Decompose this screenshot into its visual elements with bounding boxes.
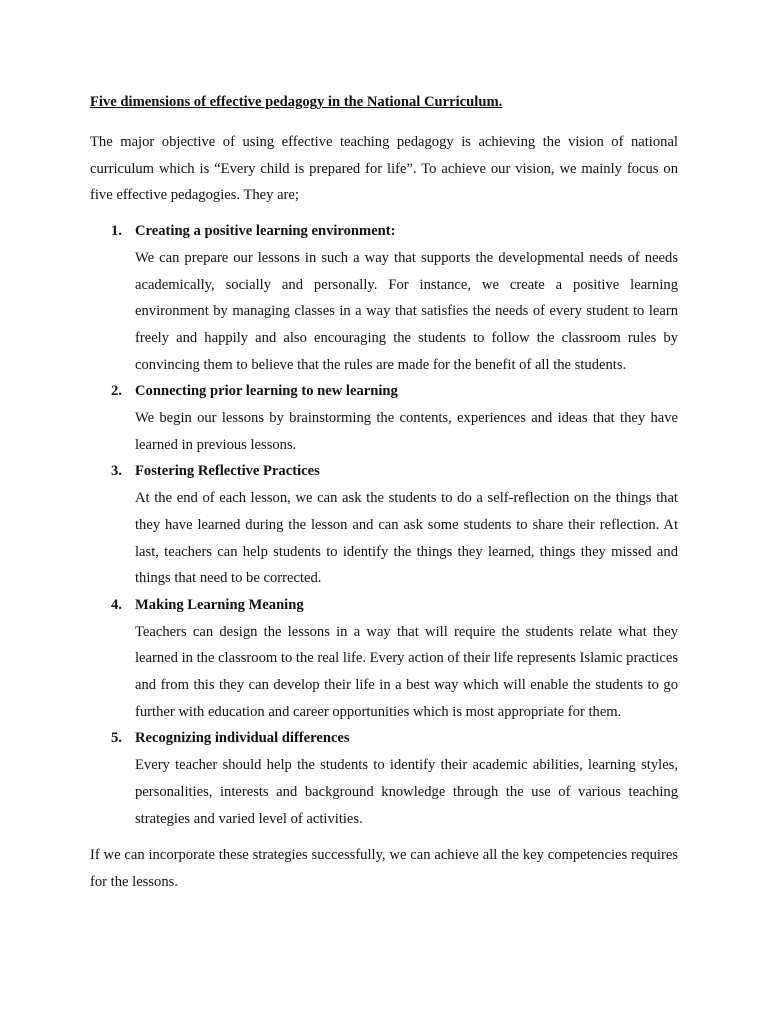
- list-item: [90, 218, 678, 378]
- list-item-number: 2.: [111, 383, 122, 400]
- list-item-title: Fostering Reflective Practices: [135, 463, 320, 480]
- intro-paragraph: The major objective of using effective teaching pedagogy is achieving the vision of national curriculum which is “Every child is prepared for life”. To achieve our vision, we mainly focus on five effective pedagogies. They are;: [90, 134, 678, 204]
- list-item-body: We begin our lessons by brainstorming the contents, experiences and ideas that they have learned in previous lessons.: [135, 410, 678, 453]
- list-item-number: 3.: [111, 463, 122, 480]
- list-item: [90, 458, 678, 592]
- list-item-body: We can prepare our lessons in such a way that supports the developmental needs of needs academically, socially and personally. For instance, we create a positive learning environment by managing classes in a way that satisfies the needs of every student to learn freely and happily and also encouraging the students to follow the classroom rules by convincing them to believe that the rules are made for the benefit of all the students.: [135, 249, 678, 373]
- list-item-number: 5.: [111, 730, 122, 747]
- list-item-title: Connecting prior learning to new learning: [135, 383, 398, 400]
- list-item: [90, 592, 678, 726]
- list-item-number: 4.: [111, 596, 122, 613]
- list-item-title: Creating a positive learning environment:: [135, 223, 396, 240]
- list-item-title: Making Learning Meaning: [135, 596, 304, 613]
- pedagogy-list: [90, 218, 678, 832]
- list-item-number: 1.: [111, 223, 122, 240]
- list-item-title: Recognizing individual differences: [135, 730, 350, 747]
- list-item: [90, 378, 678, 458]
- list-item-body: At the end of each lesson, we can ask the students to do a self-reflection on the things that they have learned during the lesson and can ask some students to share their reflection. At last, teachers can help students to identify the things they learned, things they missed and things that need to be corrected.: [135, 490, 678, 587]
- conclusion-paragraph: If we can incorporate these strategies successfully, we can achieve all the key competencies requires for the lessons.: [90, 847, 678, 890]
- list-item-body: Teachers can design the lessons in a way that will require the students relate what they learned in the classroom to the real life. Every action of their life represents Islamic practices and from this they can develop their life in a best way which will enable the students to go further with education and career opportunities which is most appropriate for them.: [135, 623, 678, 720]
- document-title: Five dimensions of effective pedagogy in the National Curriculum.: [90, 94, 503, 110]
- list-item: [90, 725, 678, 832]
- list-item-body: Every teacher should help the students to identify their academic abilities, learning styles, personalities, interests and background knowledge through the use of various teaching strategies and varied level of activities.: [135, 757, 678, 827]
- document-page: [90, 92, 678, 896]
